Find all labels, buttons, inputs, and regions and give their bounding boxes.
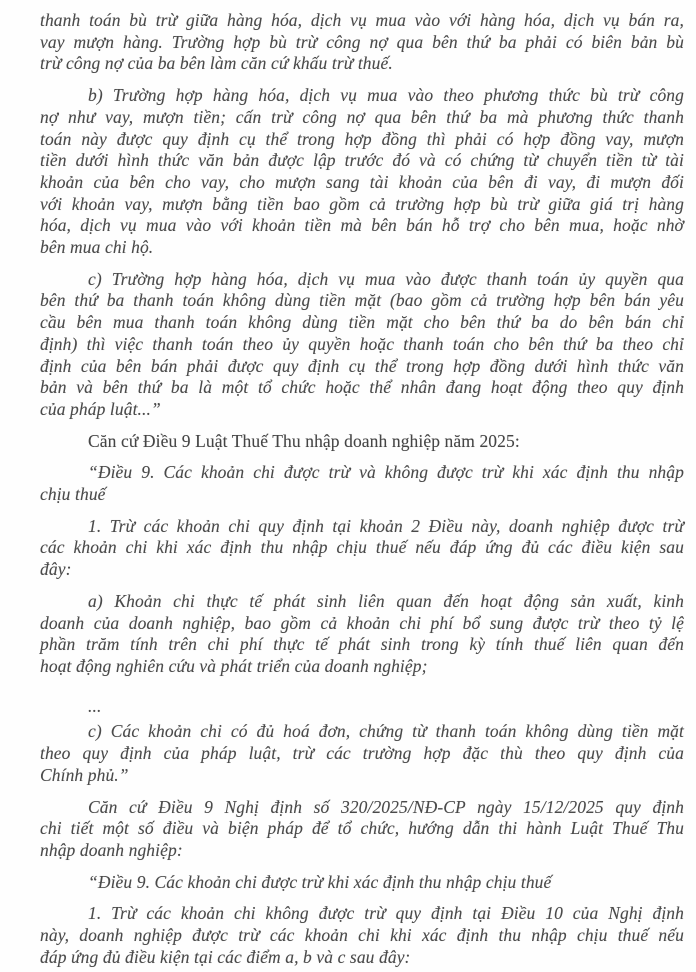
text-line: vay mượn hàng. Trường hợp bù trừ công nợ qua bên thứ ba phải có biên bản bù [40, 31, 684, 52]
text-line: ... [88, 695, 102, 716]
text-line: c) Trường hợp hàng hóa, dịch vụ mua vào được thanh toán ủy quyền qua [88, 268, 684, 289]
text-line: c) Các khoản chi có đủ hoá đơn, chứng từ thanh toán không dùng tiền mặt [88, 721, 684, 742]
text-line: bản và bên thứ ba là một tổ chức hoặc thể nhân đang hoạt động theo quy định [40, 377, 684, 398]
paragraph [40, 462, 684, 505]
text-line: Căn cứ Điều 9 Nghị định số 320/2025/NĐ-CP ngày 15/12/2025 quy định [88, 796, 684, 817]
text-line: “Điều 9. Các khoản chi được trừ khi xác định thu nhập chịu thuế [88, 871, 552, 892]
text-line: chịu thuế [40, 484, 106, 505]
text-line: “Điều 9. Các khoản chi được trừ và không được trừ khi xác định thu nhập [88, 462, 684, 483]
text-line: khoản của bên cho vay, cho mượn sang tài khoản của bên đi vay, đi mượn đối [40, 171, 684, 192]
text-line: bên thứ ba thanh toán không dùng tiền mặt (bao gồm cả trường hợp bên bán yêu [40, 290, 684, 311]
text-line: tiền dưới hình thức văn bản được lập trước đó và có chứng từ chuyển tiền từ tài [40, 150, 684, 171]
text-line: doanh của doanh nghiệp, bao gồm cả khoản chi phí bổ sung được trừ theo tỷ lệ [40, 612, 684, 633]
text-line: các khoản chi khi xác định thu nhập chịu thuế nếu đáp ứng đủ các điều kiện sau [40, 537, 684, 558]
text-line: định của bên bán phải được quy định cụ thể trong hợp đồng dưới hình thức văn [40, 355, 684, 376]
text-line: Căn cứ Điều 9 Luật Thuế Thu nhập doanh nghiệp năm 2025: [88, 430, 520, 451]
text-line: này, doanh nghiệp được trừ các khoản chi khi xác định thu nhập chịu thuế nếu [40, 925, 684, 946]
text-line: toán này được quy định cụ thể trong hợp đồng thì phải có hợp đồng vay, mượn [40, 128, 684, 149]
text-line: phần trăm tính trên chi phí thực tế phát sinh trong kỳ tính thuế liên quan đến [40, 634, 684, 655]
paragraph [40, 872, 684, 894]
text-line: nhập doanh nghiệp: [40, 839, 183, 860]
paragraph [40, 903, 684, 968]
text-line: định) thì việc thanh toán theo ủy quyền hoặc thanh toán cho bên thứ ba theo chỉ [40, 333, 684, 354]
text-line: a) Khoản chi thực tế phát sinh liên quan đến hoạt động sản xuất, kinh [88, 590, 684, 611]
text-line: 1. Trừ các khoản chi quy định tại khoản 2 Điều này, doanh nghiệp được trừ [88, 515, 684, 536]
paragraph [40, 696, 684, 718]
text-line: cầu bên mua thanh toán không dùng tiền mặt cho bên thứ ba do bên bán chỉ [40, 312, 684, 333]
paragraph [40, 721, 684, 786]
text-line: nợ như vay, mượn tiền; cấn trừ công nợ qua bên thứ ba mà phương thức thanh [40, 106, 684, 127]
text-line: với khoản vay, mượn bằng tiền bao gồm cả trường hợp bù trừ giữa giá trị hàng [40, 193, 684, 214]
text-line: trừ công nợ của ba bên làm căn cứ khấu trừ thuế. [40, 53, 393, 74]
text-line: Chính phủ.” [40, 764, 129, 785]
text-line: thanh toán bù trừ giữa hàng hóa, dịch vụ mua vào với hàng hóa, dịch vụ bán ra, [40, 10, 684, 30]
text-line: theo quy định của pháp luật, trừ các trường hợp đặc thù theo quy định của [40, 743, 684, 764]
text-line: hóa, dịch vụ mua vào với khoản tiền mà bên bán hỗ trợ cho bên mua, hoặc nhờ [40, 215, 684, 236]
text-line: của pháp luật...” [40, 398, 161, 419]
text-line: đây: [40, 559, 72, 580]
text-line: 1. Trừ các khoản chi không được trừ quy định tại Điều 10 của Nghị định [88, 903, 684, 924]
paragraph [40, 269, 684, 421]
paragraph [40, 10, 684, 75]
paragraph [40, 797, 684, 862]
text-line: đáp ứng đủ điều kiện tại các điểm a, b và c sau đây: [40, 946, 411, 967]
paragraph [40, 431, 684, 453]
text-line: b) Trường hợp hàng hóa, dịch vụ mua vào theo phương thức bù trừ công [88, 85, 684, 106]
text-line: hoạt động nghiên cứu và phát triển của doanh nghiệp; [40, 655, 428, 676]
text-line: bên mua chi hộ. [40, 237, 154, 258]
text-line: chi tiết một số điều và biện pháp để tổ chức, hướng dẫn thi hành Luật Thuế Thu [40, 818, 684, 839]
paragraph [40, 591, 684, 678]
paragraph [40, 85, 684, 259]
paragraph [40, 516, 684, 581]
